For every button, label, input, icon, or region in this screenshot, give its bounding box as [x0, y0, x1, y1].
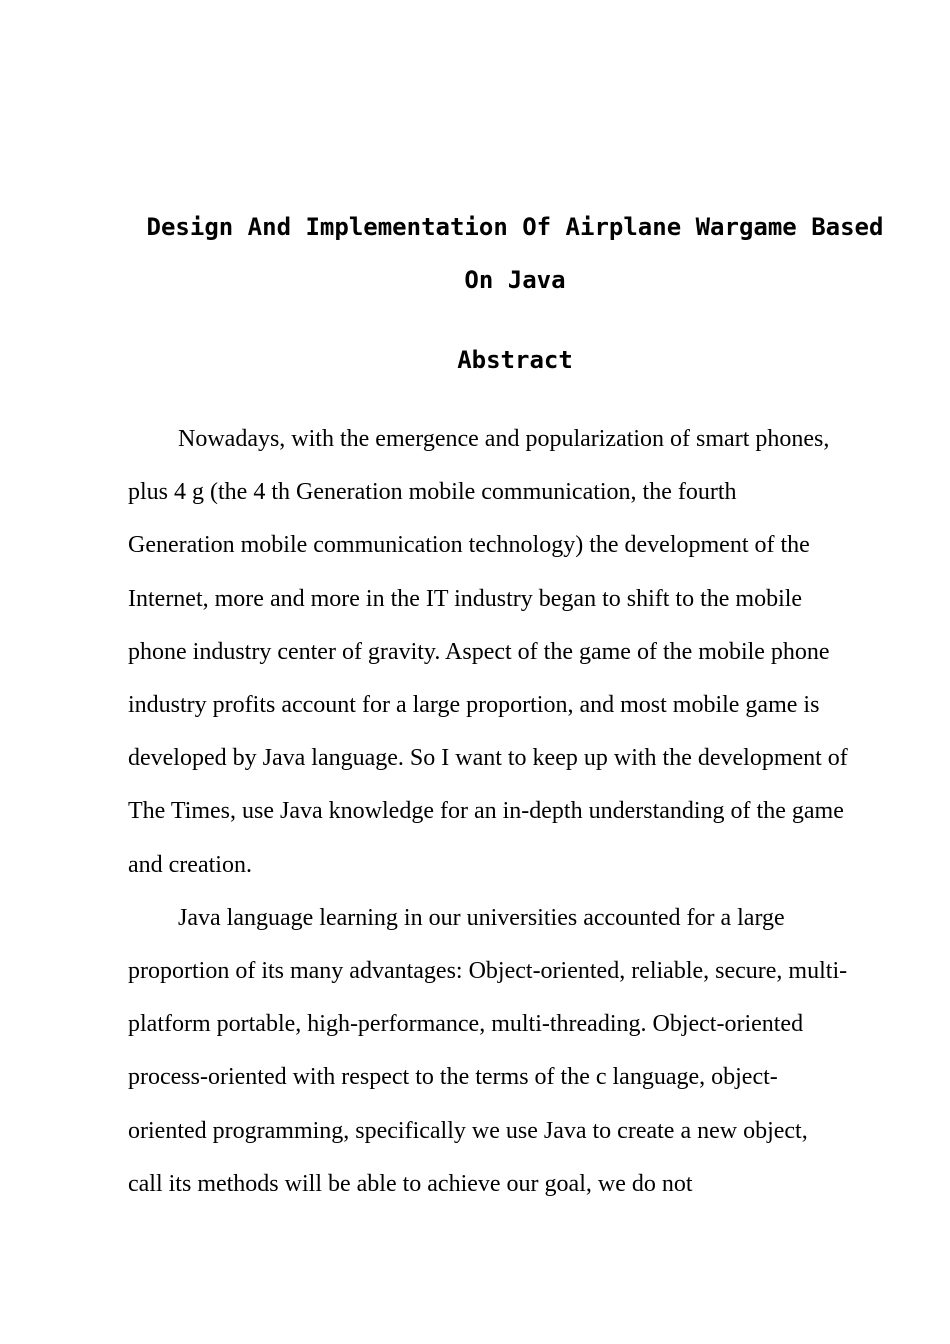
- document-title: Design And Implementation Of Airplane Wargame Based On Java: [146, 213, 884, 294]
- abstract-paragraph: Java language learning in our universities accounted for a large proportion of its many advantages: Object-oriented, reliable, secure, multi-platform portable, high-performance, multi-threading. Object-oriented process-oriented with respect to the terms of the c language, object-oriented programming, specifically we use Java to create a new object, call its methods will be able to achieve our goal, we do not: [128, 904, 848, 1197]
- abstract-body: [128, 413, 848, 1211]
- abstract-heading: Abstract: [457, 346, 573, 374]
- abstract-paragraph: Nowadays, with the emergence and popularization of smart phones, plus 4 g (the 4 th Generation mobile communication, the fourth Generation mobile communication technology) the development of the Internet, more and more in the IT industry began to shift to the mobile phone industry center of gravity. Aspect of the game of the mobile phone industry profits account for a large proportion, and most mobile game is developed by Java language. So I want to keep up with the development of The Times, use Java knowledge for an in-depth understanding of the game and creation.: [128, 426, 848, 878]
